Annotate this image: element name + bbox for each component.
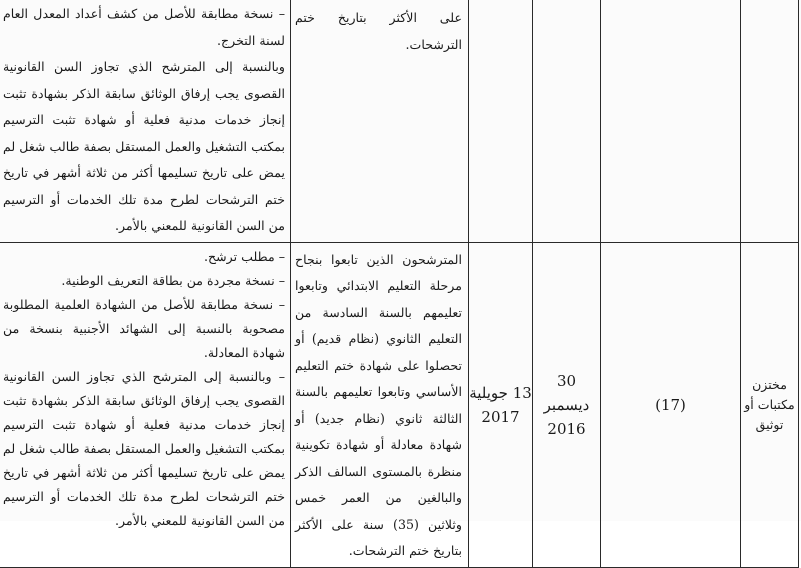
conditions-text: على الأكثر بتاريخ ختم الترشحات. <box>295 10 462 52</box>
required-documents-cell <box>0 242 291 567</box>
doc-item: – مطلب ترشح. <box>203 248 285 264</box>
closing-date-cell <box>469 0 533 242</box>
conditions-text: المترشحون الذين تابعوا بنجاح مرحلة التعليم الابتدائي وتابعوا تعليمهم بالسنة السادسة من التعليم الثانوي (نظام قديم) أو تحصلوا على شهادة ختم التعليم الأساسي وتابعوا تعليمهم بالسنة الثالثة ثانوي (نظام جديد) أو شهادة معادلة أو شهادة تكوينية منظرة بالمستوى السالف الذكر والبالغين من العمر خمس وثلاثين (35) سنة على الأكثر بتاريخ ختم الترشحات. <box>295 251 462 558</box>
doc-item: وبالنسبة إلى المترشح الذي تجاوز السن القانونية القصوى يجب إرفاق الوثائق سابقة الذكر بشهادة تثبت إنجاز خدمات مدنية فعلية أو شهادة تثبت الترسيم بمكتب التشغيل والعمل المستقل بصفة طالب شغل لم يمض على تاريخ تسليمها أكثر من ثلاثة أشهر في تاريخ ختم الترشحات لطرح مدة تلك الخدمات أو الترسيم من السن القانونية للمعني بالأمر. <box>3 59 285 233</box>
opening-date: 30 ديسمبر 2016 <box>543 371 590 438</box>
specialty-cell <box>741 0 799 242</box>
specialty-name: مختزن مكتبات أو توثيق <box>744 376 795 432</box>
positions-count-cell <box>601 0 741 242</box>
conditions-cell <box>291 242 469 567</box>
positions-count: (17) <box>655 395 686 414</box>
opening-date-cell <box>533 242 601 567</box>
doc-item: – نسخة مجردة من بطاقة التعريف الوطنية. <box>61 272 285 288</box>
doc-item: – نسخة مطابقة للأصل من الشهادة العلمية المطلوبة مصحوبة بالنسبة إلى الشهائد الأجنبية بنسخة من شهادة المعادلة. <box>3 296 285 360</box>
positions-count-cell <box>601 242 741 567</box>
specialty-cell <box>741 242 799 567</box>
table-row <box>0 242 799 567</box>
doc-item: – وبالنسبة إلى المترشح الذي تجاوز السن القانونية القصوى يجب إرفاق الوثائق سابقة الذكر بشهادة تثبت إنجاز خدمات مدنية فعلية أو شهادة تثبت الترسيم بمكتب التشغيل والعمل المستقل بصفة طالب شغل لم يمض على تاريخ تسليمها أكثر من ثلاثة أشهر في تاريخ ختم الترشحات لطرح مدة تلك الخدمات أو الترسيم من السن القانونية للمعني بالأمر. <box>3 368 285 528</box>
doc-item: – نسخة مطابقة للأصل من كشف أعداد المعدل العام لسنة التخرج. <box>3 6 285 48</box>
closing-date: 13 جويلية 2017 <box>469 383 532 426</box>
closing-date-cell <box>469 242 533 567</box>
required-documents-cell <box>0 0 291 242</box>
table-row <box>0 0 799 242</box>
conditions-cell <box>291 0 469 242</box>
opening-date-cell <box>533 0 601 242</box>
